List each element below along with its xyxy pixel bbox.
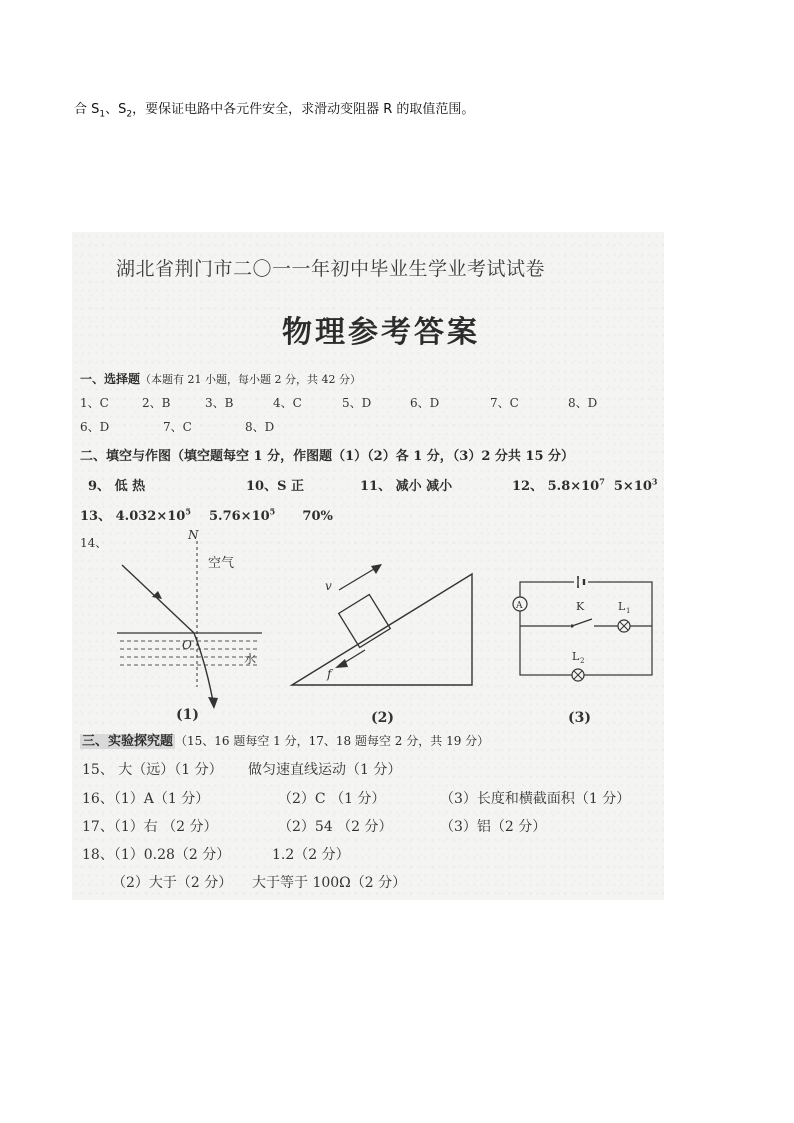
incline-triangle [292,574,472,685]
q12-exp-b: 3 [651,476,658,487]
figure-circuit [512,572,662,772]
mc-answer: 6、D [410,396,440,410]
q16-part: （2）C （1 分） [278,791,386,807]
lamp2-sub: 2 [580,657,585,665]
mc-answer: 7、C [163,420,192,434]
q16-part: （3）长度和横截面积（1 分） [440,791,631,807]
friction-label: f [327,667,332,681]
exam-title: 湖北省荆门市二〇一一年初中毕业生学业考试试卷 [116,258,546,280]
q12-value-a: 5.8×10 [547,479,600,494]
refracted-arrow [208,697,218,709]
q18-part: 大于等于 100Ω（2 分） [252,875,407,891]
mc-answer: 8、D [245,420,275,434]
mc-answer: 2、B [142,396,171,410]
section1-title: 一、选择题 [80,372,141,386]
mc-answer: 4、C [273,396,302,410]
answer-title: 物理参考答案 [282,315,480,350]
q12-exp-a: 7 [599,476,605,487]
section1-note: （本题有 21 小题，每小题 2 分，共 42 分） [140,373,361,386]
intro-prefix: 合 S [74,102,100,117]
mc-answer: 7、C [490,396,519,410]
q13-value-c: 70% [302,509,333,524]
q13-value-b: 5.76×10 [209,509,270,524]
q17-part: （2）54 （2 分） [278,819,393,835]
answer-q10: 10、S 正 [246,479,305,494]
normal-label: N [188,528,199,542]
answer-q13 [80,505,333,524]
q17-part: （3）铝（2 分） [440,819,547,835]
mc-answer: 5、D [342,396,372,410]
figure1-caption: (1) [176,707,199,723]
mc-answer: 3、B [205,396,234,410]
mc-answer: 8、D [568,396,598,410]
section3-note: （15、16 题每空 1 分，17、18 题每空 2 分，共 19 分） [175,734,490,748]
lamp1-sub: 1 [626,607,631,615]
q13-exp-b: 5 [269,506,276,517]
q15-part: 15、 大（远）（1 分） [82,762,223,778]
intro-sep: 、S [105,102,127,117]
water-label: 水 [244,652,257,666]
answer-q12 [512,475,657,494]
velocity-label: v [325,579,332,593]
intro-sub1: 1 [99,109,106,120]
q18-part: 18、（1）0.28（2 分） [82,847,231,863]
switch-label: K [576,600,585,613]
q18-part: （2）大于（2 分） [112,875,233,891]
lamp2-label: L [572,650,580,663]
mc-answer: 1、C [80,396,109,410]
answer-q14-label: 14、 [80,536,108,550]
incident-ray [122,565,194,633]
q13-exp-a: 5 [185,506,191,517]
intro-sub2: 2 [126,109,133,120]
figure2-caption: (2) [371,710,394,726]
lamp1-label: L [618,600,626,613]
q13-value-a: 4.032×10 [115,509,186,524]
velocity-arrow [339,566,379,590]
air-label: 空气 [208,556,235,571]
q13-label: 13、 [80,509,112,524]
q17-part: 17、（1）右 （2 分） [82,819,218,835]
intro-rest: ，要保证电路中各元件安全，求滑动变阻器 R 的取值范围。 [132,102,475,117]
figure-incline [287,550,497,750]
origin-label: O [182,638,192,652]
section3-title: 三、实验探究题 [82,734,174,749]
ammeter-label: A [516,601,523,611]
mc-answer: 6、D [80,420,110,434]
section3-heading [80,730,489,749]
answer-q9: 9、 低 热 [88,479,146,494]
scanned-answer-sheet [72,232,664,900]
q16-part: 16、（1）A（1 分） [82,791,210,807]
section1-heading [80,370,361,387]
answer-q11: 11、 减小 减小 [360,479,453,494]
figure3-caption: (3) [568,710,591,726]
q12-label: 12、 [512,479,544,494]
q12-value-b: 5×10 [613,479,652,494]
q18-part: 1.2（2 分） [272,847,350,863]
intro-line [74,98,474,120]
q15-part: 做匀速直线运动（1 分） [248,762,402,778]
section2-heading: 二、填空与作图（填空题每空 1 分，作图题（1）（2）各 1 分，（3）2 分共 15 分） [80,449,575,464]
